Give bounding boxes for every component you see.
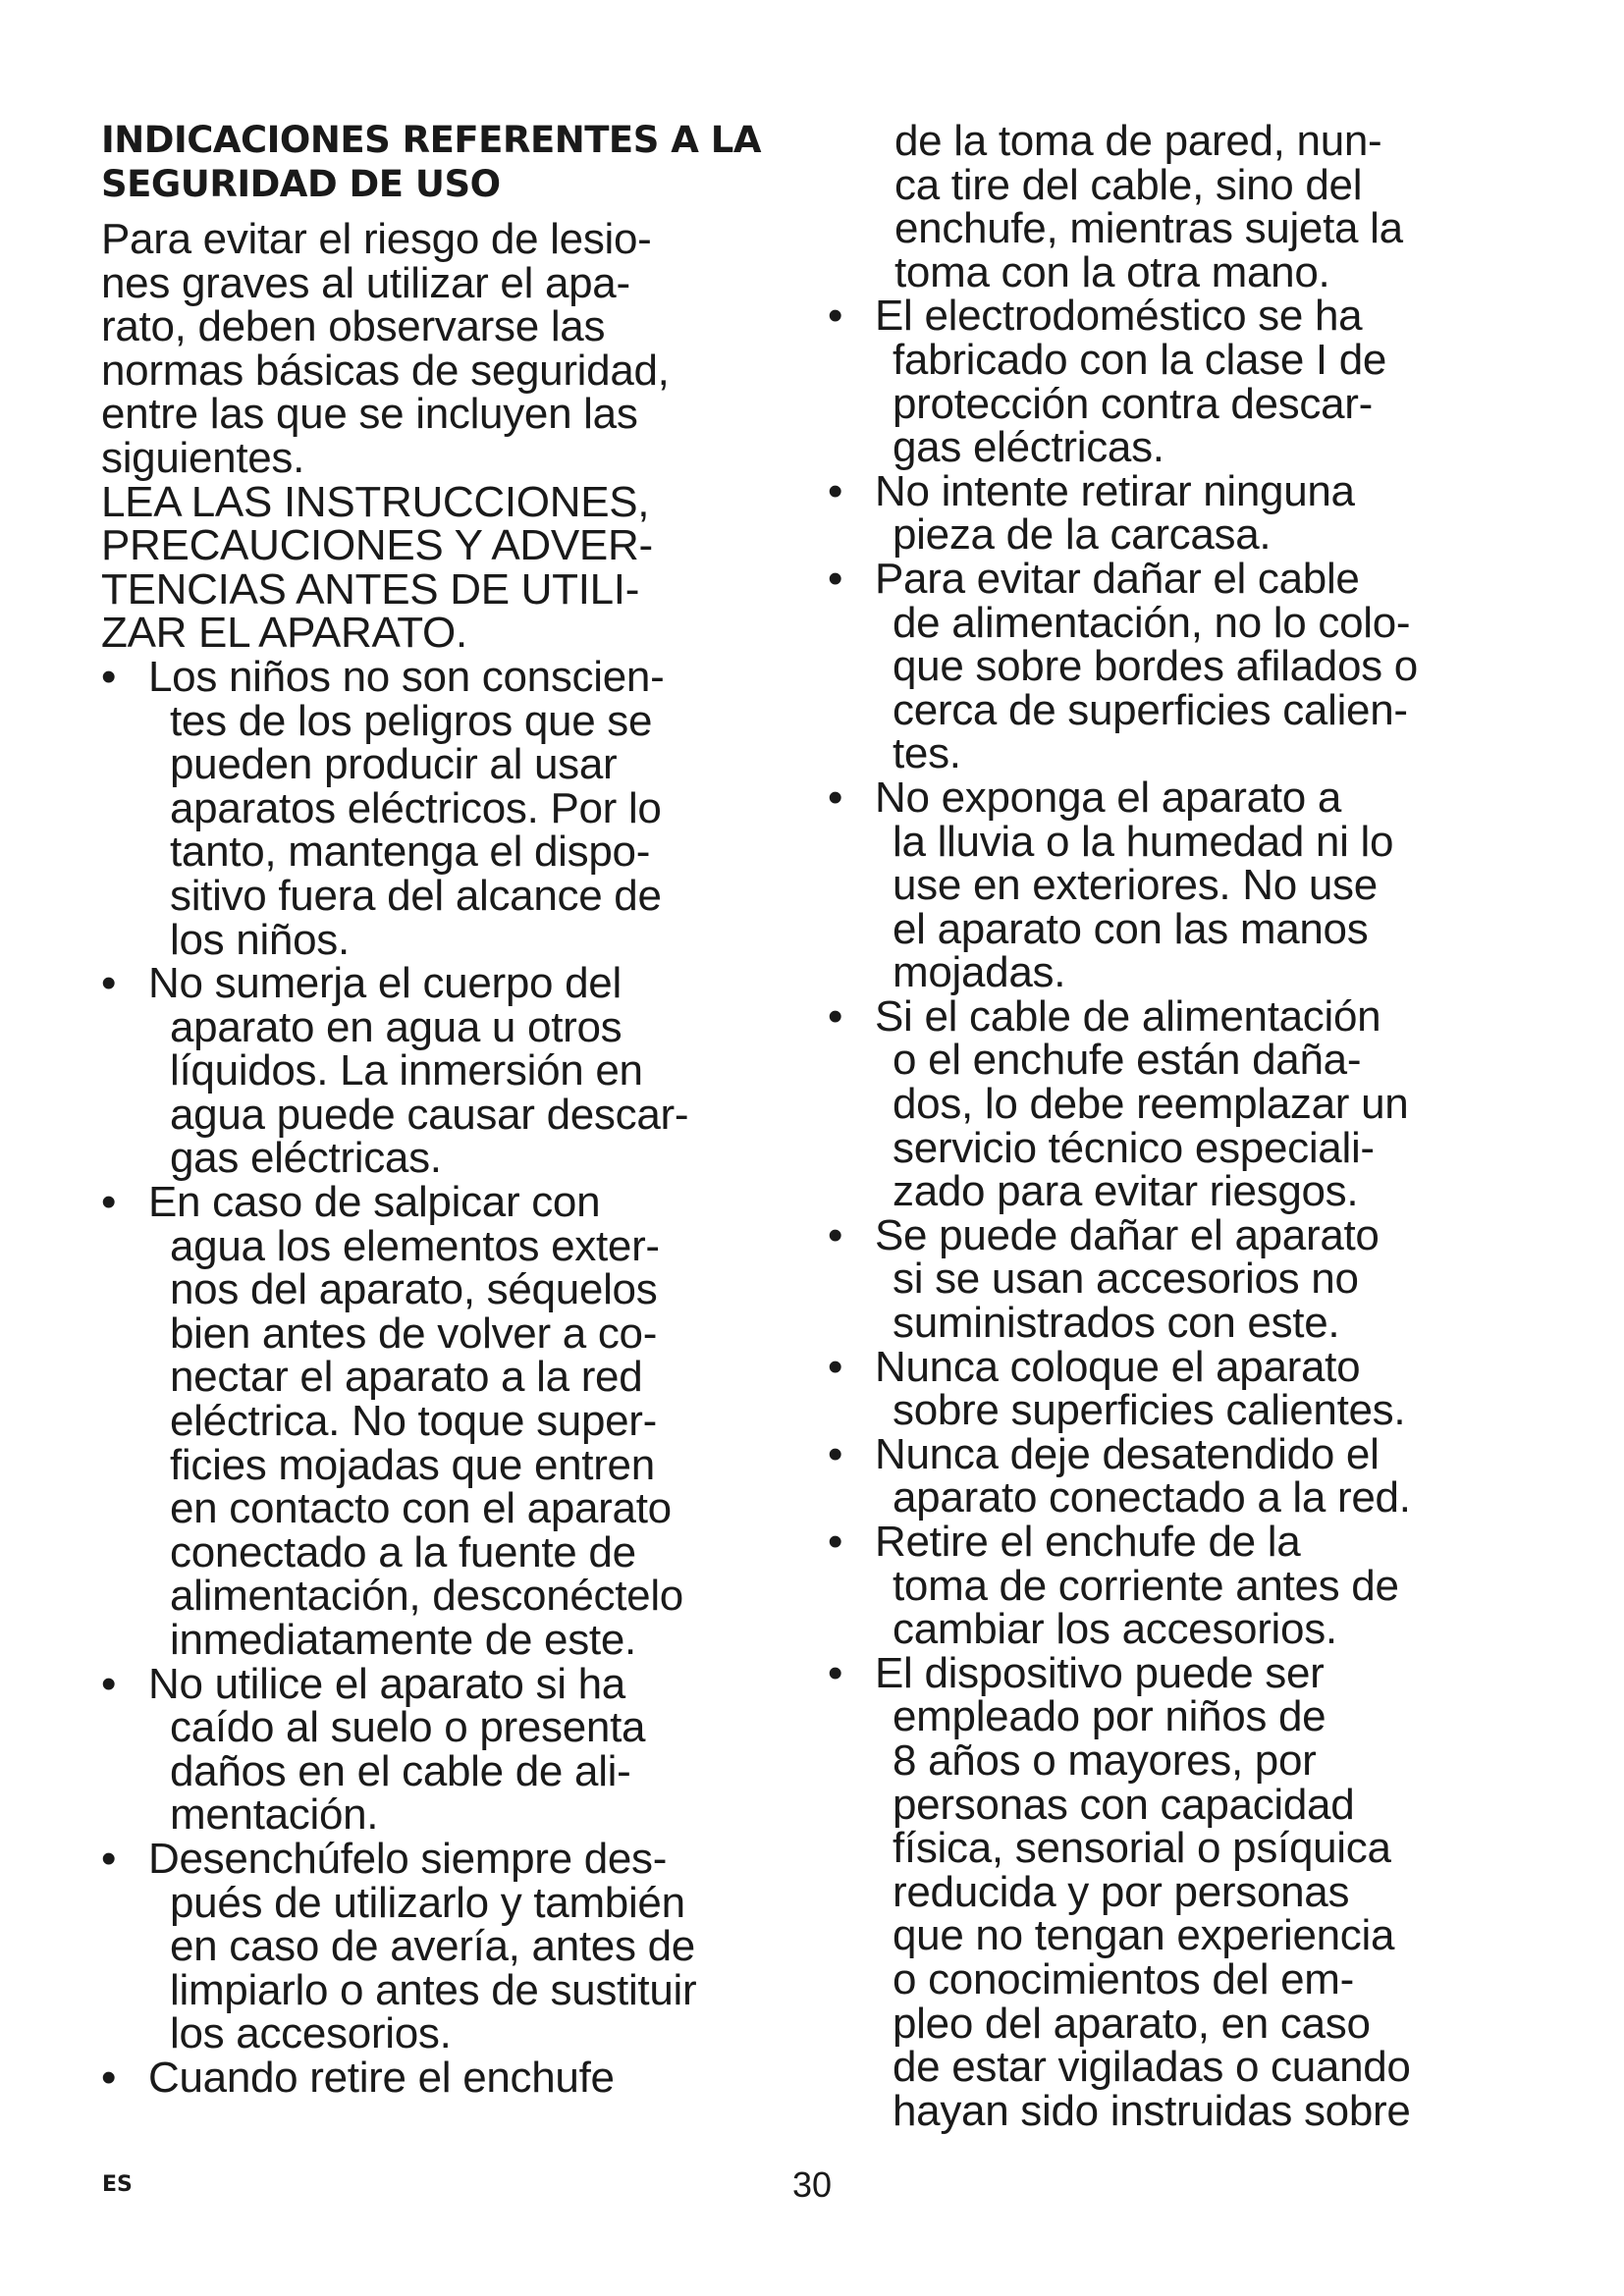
bullet-item: [828, 1342, 1544, 1435]
bullet-item: [101, 652, 808, 964]
bullet-line: dos, lo debe reemplazar un: [893, 1080, 1409, 1129]
intro-warning-line: PRECAUCIONES Y ADVER-: [101, 521, 653, 570]
language-code: ES: [102, 2172, 133, 2197]
bullet-line: limpiarlo o antes de sustituir: [170, 1965, 697, 2014]
bullet-line: pués de utilizarlo y también: [170, 1878, 685, 1927]
bullet-line: cerca de superficies calien-: [893, 685, 1408, 734]
continuation-line: enchufe, mientras sujeta la: [894, 204, 1403, 253]
bullet-line: agua puede causar descar-: [170, 1090, 689, 1139]
bullet-line: gas eléctricas.: [893, 423, 1164, 472]
bullet-line: aparatos eléctricos. Por lo: [170, 783, 662, 832]
bullet-dot-icon: •: [101, 1834, 117, 1883]
bullet-text: [148, 959, 808, 1183]
intro-warning-line: ZAR EL APARATO.: [101, 609, 467, 658]
bullet-line: mojadas.: [893, 948, 1066, 997]
heading-line: SEGURIDAD DE USO: [101, 163, 501, 205]
bullet-dot-icon: •: [828, 1342, 843, 1391]
bullet-line: alimentación, desconéctelo: [170, 1572, 683, 1621]
bullet-line: aparato en agua u otros: [170, 1002, 623, 1051]
heading-line: INDICACIONES REFERENTES A LA: [101, 119, 761, 161]
bullet-line: tanto, mantenga el dispo-: [170, 828, 651, 877]
bullet-line: inmediatamente de este.: [170, 1616, 636, 1664]
intro-paragraph: [101, 215, 808, 658]
bullet-line: Para evitar dañar el cable: [875, 554, 1360, 603]
bullet-dot-icon: •: [828, 1648, 843, 1697]
bullet-line: física, sensorial o psíquica: [893, 1824, 1391, 1873]
bullet-dot-icon: •: [828, 1518, 843, 1566]
bullet-item: [828, 773, 1544, 997]
bullet-text: [148, 652, 808, 964]
bullet-line: Nunca coloque el aparato: [875, 1342, 1361, 1391]
bullet-line: aparato conectado a la red.: [893, 1473, 1411, 1522]
bullet-dot-icon: •: [828, 292, 843, 341]
bullet-line: toma de corriente antes de: [893, 1561, 1399, 1610]
intro-line: siguientes.: [101, 433, 305, 482]
bullet-dot-icon: •: [828, 1429, 843, 1478]
bullet-line: o el enchufe están daña-: [893, 1036, 1362, 1085]
bullet-line: servicio técnico especiali-: [893, 1123, 1375, 1172]
bullet-line: hayan sido instruidas sobre: [893, 2086, 1411, 2135]
bullet-text: [148, 1834, 808, 2058]
continuation-line: toma con la otra mano.: [894, 247, 1330, 296]
bullet-line: fabricado con la clase I de: [893, 335, 1387, 384]
bullet-dot-icon: •: [101, 2053, 117, 2102]
bullet-line: que no tengan experiencia: [893, 1911, 1395, 1960]
section-heading: [101, 118, 808, 206]
bullet-line: pieza de la carcasa.: [893, 510, 1272, 560]
bullet-line: agua los elementos exter-: [170, 1221, 660, 1270]
bullet-line: líquidos. La inmersión en: [170, 1046, 643, 1095]
continuation-line: ca tire del cable, sino del: [894, 160, 1363, 209]
continued-bullet-text: [894, 117, 1544, 296]
bullet-line: los accesorios.: [170, 2009, 452, 2058]
bullet-text: [148, 1178, 808, 1664]
bullet-line: bien antes de volver a co-: [170, 1308, 658, 1358]
bullet-line: Nunca deje desatendido el: [875, 1429, 1380, 1478]
bullet-line: empleado por niños de: [893, 1692, 1326, 1741]
bullet-line: gas eléctricas.: [170, 1134, 442, 1183]
bullet-line: de alimentación, no lo colo-: [893, 598, 1411, 647]
bullet-line: mentación.: [170, 1790, 379, 1840]
bullet-line: nos del aparato, séquelos: [170, 1265, 658, 1314]
left-bullet-list: [101, 652, 808, 2102]
bullet-item: [101, 959, 808, 1183]
continuation-line: de la toma de pared, nun-: [894, 117, 1382, 165]
bullet-line: en contacto con el aparato: [170, 1484, 672, 1533]
bullet-line: pueden producir al usar: [170, 740, 618, 789]
bullet-line: la lluvia o la humedad ni lo: [893, 817, 1394, 866]
bullet-text: [875, 466, 1544, 560]
bullet-dot-icon: •: [101, 1659, 117, 1708]
bullet-item: [101, 1834, 808, 2058]
bullet-text: [148, 2053, 808, 2102]
bullet-text: [875, 1342, 1544, 1435]
bullet-line: pleo del aparato, en caso: [893, 1999, 1371, 2048]
bullet-text: [875, 773, 1544, 997]
bullet-line: Los niños no son conscien-: [148, 652, 665, 701]
bullet-line: El electrodoméstico se ha: [875, 292, 1363, 341]
bullet-line: tes.: [893, 729, 961, 778]
bullet-line: Cuando retire el enchufe: [148, 2053, 615, 2102]
bullet-line: el aparato con las manos: [893, 904, 1369, 953]
bullet-item: [828, 466, 1544, 560]
bullet-line: No utilice el aparato si ha: [148, 1659, 625, 1708]
bullet-line: eléctrica. No toque super-: [170, 1397, 658, 1446]
bullet-line: No intente retirar ninguna: [875, 466, 1355, 515]
bullet-line: En caso de salpicar con: [148, 1178, 601, 1227]
bullet-line: de estar vigiladas o cuando: [893, 2043, 1411, 2092]
bullet-item: [101, 1659, 808, 1840]
right-bullet-list: [828, 294, 1544, 2133]
bullet-line: Retire el enchufe de la: [875, 1518, 1301, 1566]
bullet-line: tes de los peligros que se: [170, 696, 653, 745]
bullet-line: sitivo fuera del alcance de: [170, 871, 662, 920]
bullet-dot-icon: •: [828, 554, 843, 603]
bullet-item: [828, 991, 1544, 1216]
bullet-line: que sobre bordes afilados o: [893, 642, 1418, 691]
bullet-line: ficies mojadas que entren: [170, 1440, 655, 1489]
bullet-dot-icon: •: [101, 1178, 117, 1227]
bullet-line: Si el cable de alimentación: [875, 991, 1381, 1041]
bullet-dot-icon: •: [101, 652, 117, 701]
bullet-line: No exponga el aparato a: [875, 773, 1342, 822]
intro-warning-line: TENCIAS ANTES DE UTILI-: [101, 564, 640, 614]
intro-line: Para evitar el riesgo de lesio-: [101, 215, 652, 263]
bullet-line: sobre superficies calientes.: [893, 1386, 1406, 1435]
bullet-line: suministrados con este.: [893, 1299, 1340, 1348]
bullet-text: [148, 1659, 808, 1840]
bullet-text: [875, 1648, 1544, 2135]
bullet-text: [875, 1210, 1544, 1348]
bullet-line: No sumerja el cuerpo del: [148, 959, 622, 1008]
bullet-line: use en exteriores. No use: [893, 861, 1378, 910]
bullet-dot-icon: •: [101, 959, 117, 1008]
bullet-item: [101, 2053, 808, 2102]
intro-warning-line: LEA LAS INSTRUCCIONES,: [101, 477, 650, 526]
bullet-line: si se usan accesorios no: [893, 1255, 1359, 1304]
bullet-line: Desenchúfelo siempre des-: [148, 1834, 668, 1883]
right-column: [828, 117, 1544, 2135]
bullet-line: o conocimientos del em-: [893, 1954, 1354, 2003]
bullet-line: zado para evitar riesgos.: [893, 1167, 1359, 1216]
bullet-item: [101, 1178, 808, 1664]
bullet-item: [828, 292, 1544, 472]
bullet-text: [875, 991, 1544, 1216]
bullet-dot-icon: •: [828, 773, 843, 822]
left-column: [101, 118, 808, 2101]
bullet-line: El dispositivo puede ser: [875, 1648, 1325, 1697]
bullet-line: protección contra descar-: [893, 379, 1373, 428]
bullet-line: los niños.: [170, 915, 350, 964]
bullet-dot-icon: •: [828, 1210, 843, 1259]
bullet-line: Se puede dañar el aparato: [875, 1210, 1380, 1259]
bullet-line: nectar el aparato a la red: [170, 1353, 643, 1402]
intro-line: nes graves al utilizar el apa-: [101, 258, 630, 307]
page-number: 30: [791, 2164, 833, 2205]
intro-line: normas básicas de seguridad,: [101, 346, 670, 395]
intro-line: entre las que se incluyen las: [101, 390, 638, 439]
bullet-line: reducida y por personas: [893, 1867, 1350, 1916]
bullet-line: en caso de avería, antes de: [170, 1922, 695, 1971]
bullet-text: [875, 1518, 1544, 1654]
bullet-line: conectado a la fuente de: [170, 1527, 636, 1576]
bullet-line: daños en el cable de ali-: [170, 1746, 631, 1795]
intro-line: rato, deben observarse las: [101, 302, 606, 351]
bullet-text: [875, 292, 1544, 472]
bullet-line: caído al suelo o presenta: [170, 1703, 646, 1752]
bullet-item: [828, 554, 1544, 778]
bullet-text: [875, 554, 1544, 778]
bullet-item: [828, 1518, 1544, 1654]
bullet-item: [828, 1429, 1544, 1522]
bullet-dot-icon: •: [828, 466, 843, 515]
bullet-line: personas con capacidad: [893, 1780, 1355, 1829]
bullet-item: [828, 1648, 1544, 2135]
bullet-text: [875, 1429, 1544, 1522]
bullet-line: cambiar los accesorios.: [893, 1605, 1337, 1654]
bullet-line: 8 años o mayores, por: [893, 1735, 1317, 1785]
bullet-dot-icon: •: [828, 991, 843, 1041]
bullet-item: [828, 1210, 1544, 1348]
